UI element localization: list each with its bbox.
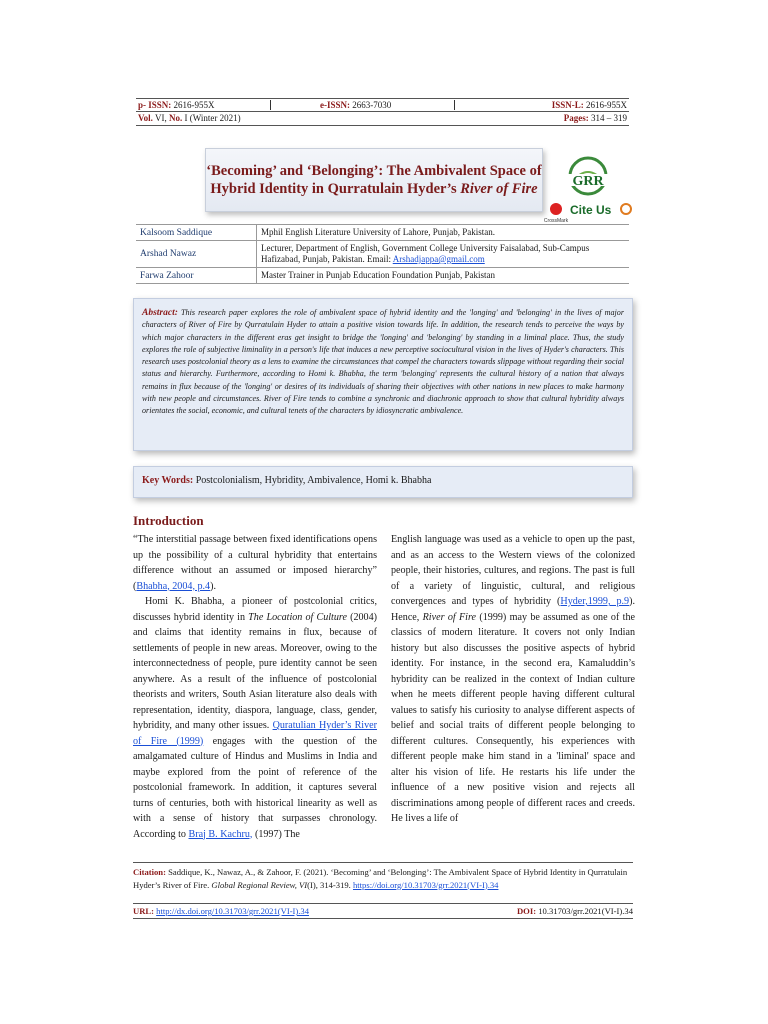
paragraph: Homi K. Bhabha, a pioneer of postcolonial critics, discusses hybrid identity in The Location of Culture (2004) and claims that identity remains in flux, because of settlements of people in new areas. Moreover, owing to the interconnectedness of people, pure identity cannot be seen anywhere. As a result of the influence of postcolonial theorists and writers, South Asian literature also deals with representation, identity, diaspora, language, class, gender, hybridity, and many other issues. Quratulian Hyder’s River of Fire (1999) engages with the question of the amalgamated culture of Hindus and Muslims in India and maybe explored from the point of reference of the postcolonial framework. In addition, it captures several turns of centuries, both with historical linearity as well as with a sense of history that surpasses chronology. According to Braj B. Kachru, (1997) The bbox=[133, 596, 378, 840]
header-bottom-rule bbox=[136, 125, 629, 126]
article-title-box bbox=[205, 148, 543, 212]
citation-link[interactable]: Bhabha, 2004, p.4 bbox=[136, 580, 211, 592]
author-affiliation: Mphil English Literature University of Lahore, Punjab, Pakistan. bbox=[257, 225, 630, 241]
separator bbox=[454, 100, 455, 110]
author-name: Farwa Zahoor bbox=[136, 268, 257, 284]
citation-label: Citation: bbox=[133, 867, 166, 877]
svg-text:CrossMark: CrossMark bbox=[543, 218, 569, 224]
citation-link[interactable]: Braj B. Kachru, bbox=[188, 828, 253, 840]
abstract-box bbox=[133, 298, 633, 451]
svg-text:GRR: GRR bbox=[572, 174, 604, 189]
volume: Vol. VI, No. I (Winter 2021) bbox=[138, 113, 241, 123]
abstract-text: This research paper explores the role of ambivalent space of hybrid identity and the 'longing' and 'belonging' in the lives of major characters of River of Fire by Qurratulain Hyder to attain a positive vision towards life. In addition, the research tends to perceive the ways by which major characters in the different eras get insight to bridge the 'longing' and 'belonging' by standing in a liminal place. Thus, the study explores the role of subjective liminality in a person's life that induces a new perceptive sociocultural vision in the lives of Hyder's characters. This research uses postcolonial theory as a lens to examine the circumstances that compel the characters towards slippage without regarding their social status and hierarchy. Furthermore, according to Homi k. Bhabha, the term 'belonging' represents the cultural history of a nation that always remains in flux because of the 'longing' or desires of its individuals of sharing their objectives with other nations in new places to make harmony with new people and circumstances. River of Fire tends to combine a synchronic and diachronic approach to show that cultural hybridity always orientates the social, economic, and cultural tenets of the characters by idiosyncratic ambivalence. bbox=[142, 308, 624, 416]
eissn: e-ISSN: 2663-7030 bbox=[320, 100, 392, 110]
keywords-label: Key Words: bbox=[142, 475, 194, 486]
keywords-box bbox=[133, 466, 633, 498]
citation-link[interactable]: Hyder,1999, p.9 bbox=[560, 596, 630, 607]
header-mid-rule bbox=[136, 111, 629, 112]
doi: DOI: 10.31703/grr.2021(VI-I).34 bbox=[516, 906, 633, 916]
pages: Pages: 314 – 319 bbox=[563, 113, 627, 123]
svg-text:Cite Us: Cite Us bbox=[570, 203, 612, 217]
paragraph: “The interstitial passage between fixed identifications opens up the possibility of a cultural hybridity that entertains difference without an assumed or imposed hierarchy” (Bhabha, 2004, p.4). bbox=[133, 534, 377, 592]
pissn: p- ISSN: 2616-955X bbox=[138, 100, 215, 110]
footer-rule bbox=[133, 862, 633, 863]
footer-rule bbox=[133, 918, 633, 919]
author-name: Arshad Nawaz bbox=[136, 241, 257, 268]
author-affiliation: Lecturer, Department of English, Government College University Faisalabad, Sub-Campus Hafizabad, Punjab, Pakistan. Email: Arshadjappa@gmail.com bbox=[257, 241, 630, 268]
author-row bbox=[136, 241, 629, 268]
author-name: Kalsoom Saddique bbox=[136, 225, 257, 241]
body-column-left bbox=[133, 532, 377, 842]
author-row bbox=[136, 225, 629, 241]
citation-block: Citation: Saddique, K., Nawaz, A., & Zahoor, F. (2021). ‘Becoming’ and ‘Belonging’: The Ambivalent Space of Hybrid Identity in Qurratulain Hyder’s River of Fire. Global Regional Review, VI(I), 314-319. https://doi.org/10.31703/grr.2021(VI-I).34 bbox=[133, 867, 628, 890]
citation-link[interactable]: Quratulian Hyder’s River of Fire (1999) bbox=[133, 720, 378, 747]
journal-logo bbox=[543, 152, 632, 224]
author-email-link[interactable]: Arshadjappa@gmail.com bbox=[392, 254, 485, 264]
author-affiliation: Master Trainer in Punjab Education Foundation Punjab, Pakistan bbox=[257, 268, 630, 284]
author-table bbox=[136, 224, 629, 284]
grr-logo-icon bbox=[543, 152, 632, 224]
author-row bbox=[136, 268, 629, 284]
article-title: ‘Becoming’ and ‘Belonging’: The Ambivalent Space of Hybrid Identity in Qurratulain Hyder’s River of Fire bbox=[206, 163, 542, 197]
body-column-right bbox=[391, 532, 635, 827]
keywords-text: Postcolonialism, Hybridity, Ambivalence, Homi k. Bhabha bbox=[195, 475, 432, 486]
header-top-rule bbox=[136, 98, 629, 99]
section-heading: Introduction bbox=[133, 513, 204, 528]
url-doi-row bbox=[133, 906, 633, 916]
url-link[interactable]: http://dx.doi.org/10.31703/grr.2021(VI-I).34 bbox=[156, 906, 310, 916]
issnl: ISSN-L: 2616-955X bbox=[551, 100, 627, 110]
url-label: URL: bbox=[133, 906, 155, 916]
paragraph: English language was used as a vehicle to open up the past, and as an access to the Western views of the colonized people, their histories, cultures, and regions. The past is full of a variety of linguistic, cultural, and religious convergences and types of hybridity (Hyder,1999, p.9). Hence, River of Fire (1999) may be assumed as one of the classics of modern literature. It covers not only Indian history but also discusses the positive aspects of hybrid identity. For instance, in the second era, Kamaluddin’s hybridity can be realized in the context of Indian culture when he meets different people having different cultural values to satisfy his curiosity to analyse different aspects of belief and social traits of different people belonging to different cultures. Consequently, his experiences with different people make him stand in a 'liminal' space and alter his vision of life. He restarts his life under the influence of a new positive vision and rejects all discriminations among people of different races and creeds. He lives a life of bbox=[391, 534, 635, 824]
footer-rule bbox=[133, 903, 633, 904]
citation-doi-link[interactable]: https://doi.org/10.31703/grr.2021(VI-I).34 bbox=[352, 879, 499, 890]
abstract-label: Abstract: bbox=[142, 308, 178, 318]
separator bbox=[270, 100, 271, 110]
